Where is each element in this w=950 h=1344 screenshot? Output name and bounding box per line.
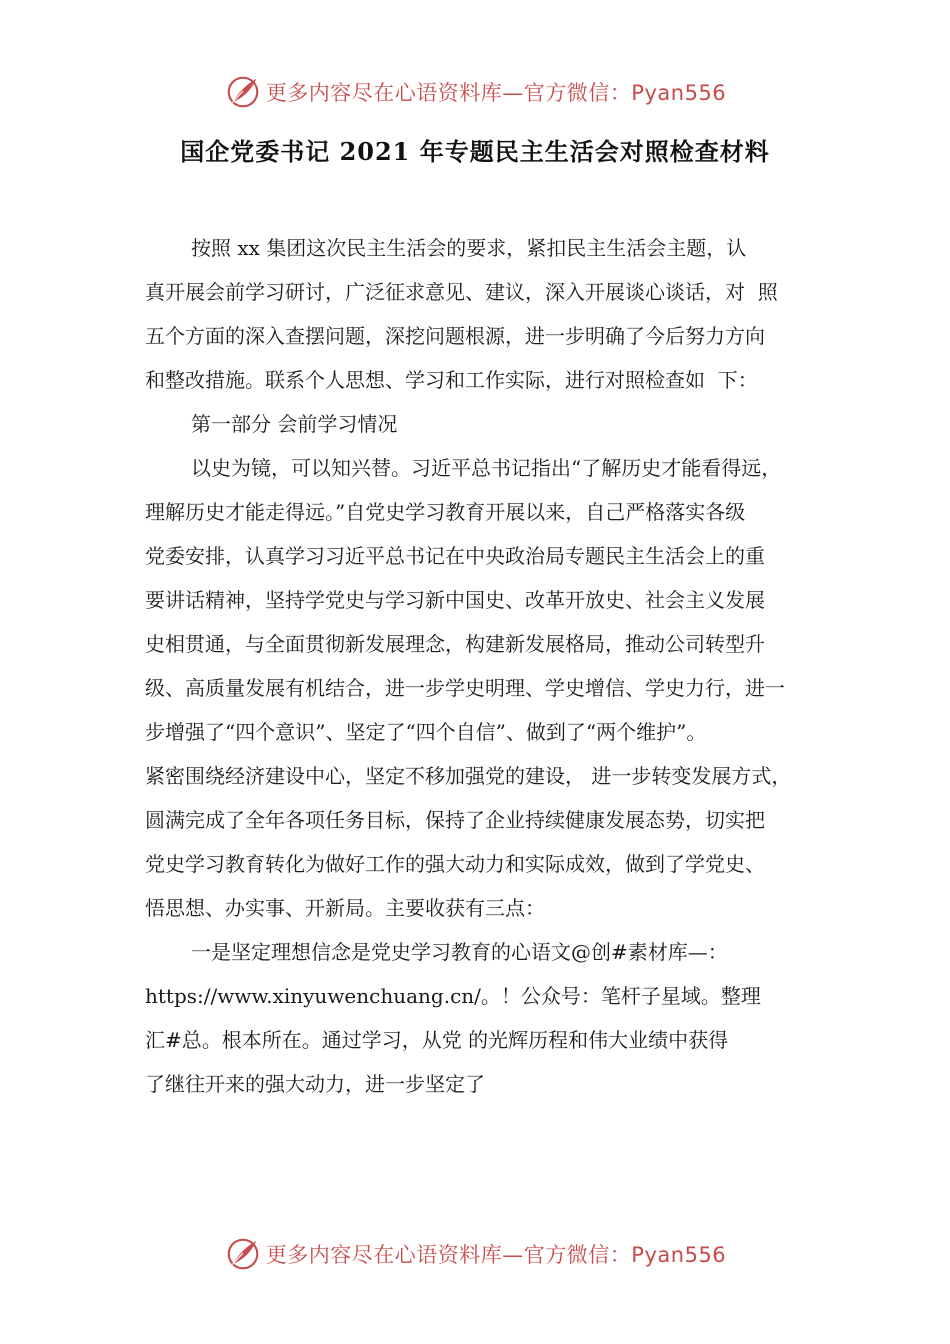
- feather-quill-logo-icon: [224, 73, 262, 111]
- document-title: 国企党委书记 2021 年专题民主生活会对照检查材料: [180, 137, 770, 166]
- paragraph-line: 真开展会前学习研讨，广泛征求意见、建议，深入开展谈心谈话，对 照: [145, 280, 778, 304]
- paragraph-line: 一是坚定理想信念是党史学习教育的心语文@创#素材库—：: [191, 940, 728, 964]
- paragraph-line: 以史为镜，可以知兴替。习近平总书记指出“了解历史才能看得远，: [191, 456, 782, 480]
- watermark-text: 更多内容尽在心语资料库—官方微信：Pyan556: [265, 1243, 727, 1267]
- paragraph-line: 史相贯通，与全面贯彻新发展理念，构建新发展格局，推动公司转型升: [145, 632, 765, 656]
- paragraph-line: 和整改措施。联系个人思想、学习和工作实际，进行对照检查如 下：: [145, 368, 758, 392]
- paragraph-line: 级、高质量发展有机结合，进一步学史明理、学史增信、学史力行，进一: [145, 676, 785, 700]
- header-watermark-banner: [0, 70, 950, 114]
- paragraph-line: 要讲话精神，坚持学党史与学习新中国史、改革开放史、社会主义发展: [145, 588, 765, 612]
- paragraph-line: https://www.xinyuwenchuang.cn/。！公众号：笔杆子星域。整理: [145, 984, 761, 1008]
- paragraph-line: 圆满完成了全年各项任务目标，保持了企业持续健康发展态势，切实把: [145, 808, 765, 832]
- paragraph-line: 理解历史才能走得远。”自党史学习教育开展以来，自己严格落实各级: [145, 500, 746, 524]
- paragraph-line: 了继往开来的强大动力，进一步坚定了: [145, 1072, 485, 1096]
- feather-quill-logo-icon: [224, 1235, 262, 1273]
- document-body: [145, 226, 835, 1106]
- paragraph-line: 五个方面的深入查摆问题，深挖问题根源，进一步明确了今后努力方向: [145, 324, 765, 348]
- paragraph-line: 党史学习教育转化为做好工作的强大动力和实际成效，做到了学党史、: [145, 852, 765, 876]
- watermark-text: 更多内容尽在心语资料库—官方微信：Pyan556: [265, 81, 727, 105]
- paragraph-line: 按照 xx 集团这次民主生活会的要求，紧扣民主生活会主题，认: [191, 236, 747, 260]
- paragraph-line: 党委安排，认真学习习近平总书记在中央政治局专题民主生活会上的重: [145, 544, 765, 568]
- paragraph-line: 汇#总。根本所在。通过学习，从党 的光辉历程和伟大业绩中获得: [145, 1028, 729, 1052]
- paragraph-line: 步增强了“四个意识”、坚定了“四个自信”、做到了“两个维护”。: [145, 720, 707, 744]
- footer-watermark-banner: [0, 1232, 950, 1276]
- paragraph-line: 悟思想、办实事、开新局。主要收获有三点：: [145, 896, 545, 920]
- section-heading: 第一部分 会前学习情况: [191, 412, 398, 436]
- paragraph-line: 紧密围绕经济建设中心，坚定不移加强党的建设， 进一步转变发展方式，: [145, 764, 792, 788]
